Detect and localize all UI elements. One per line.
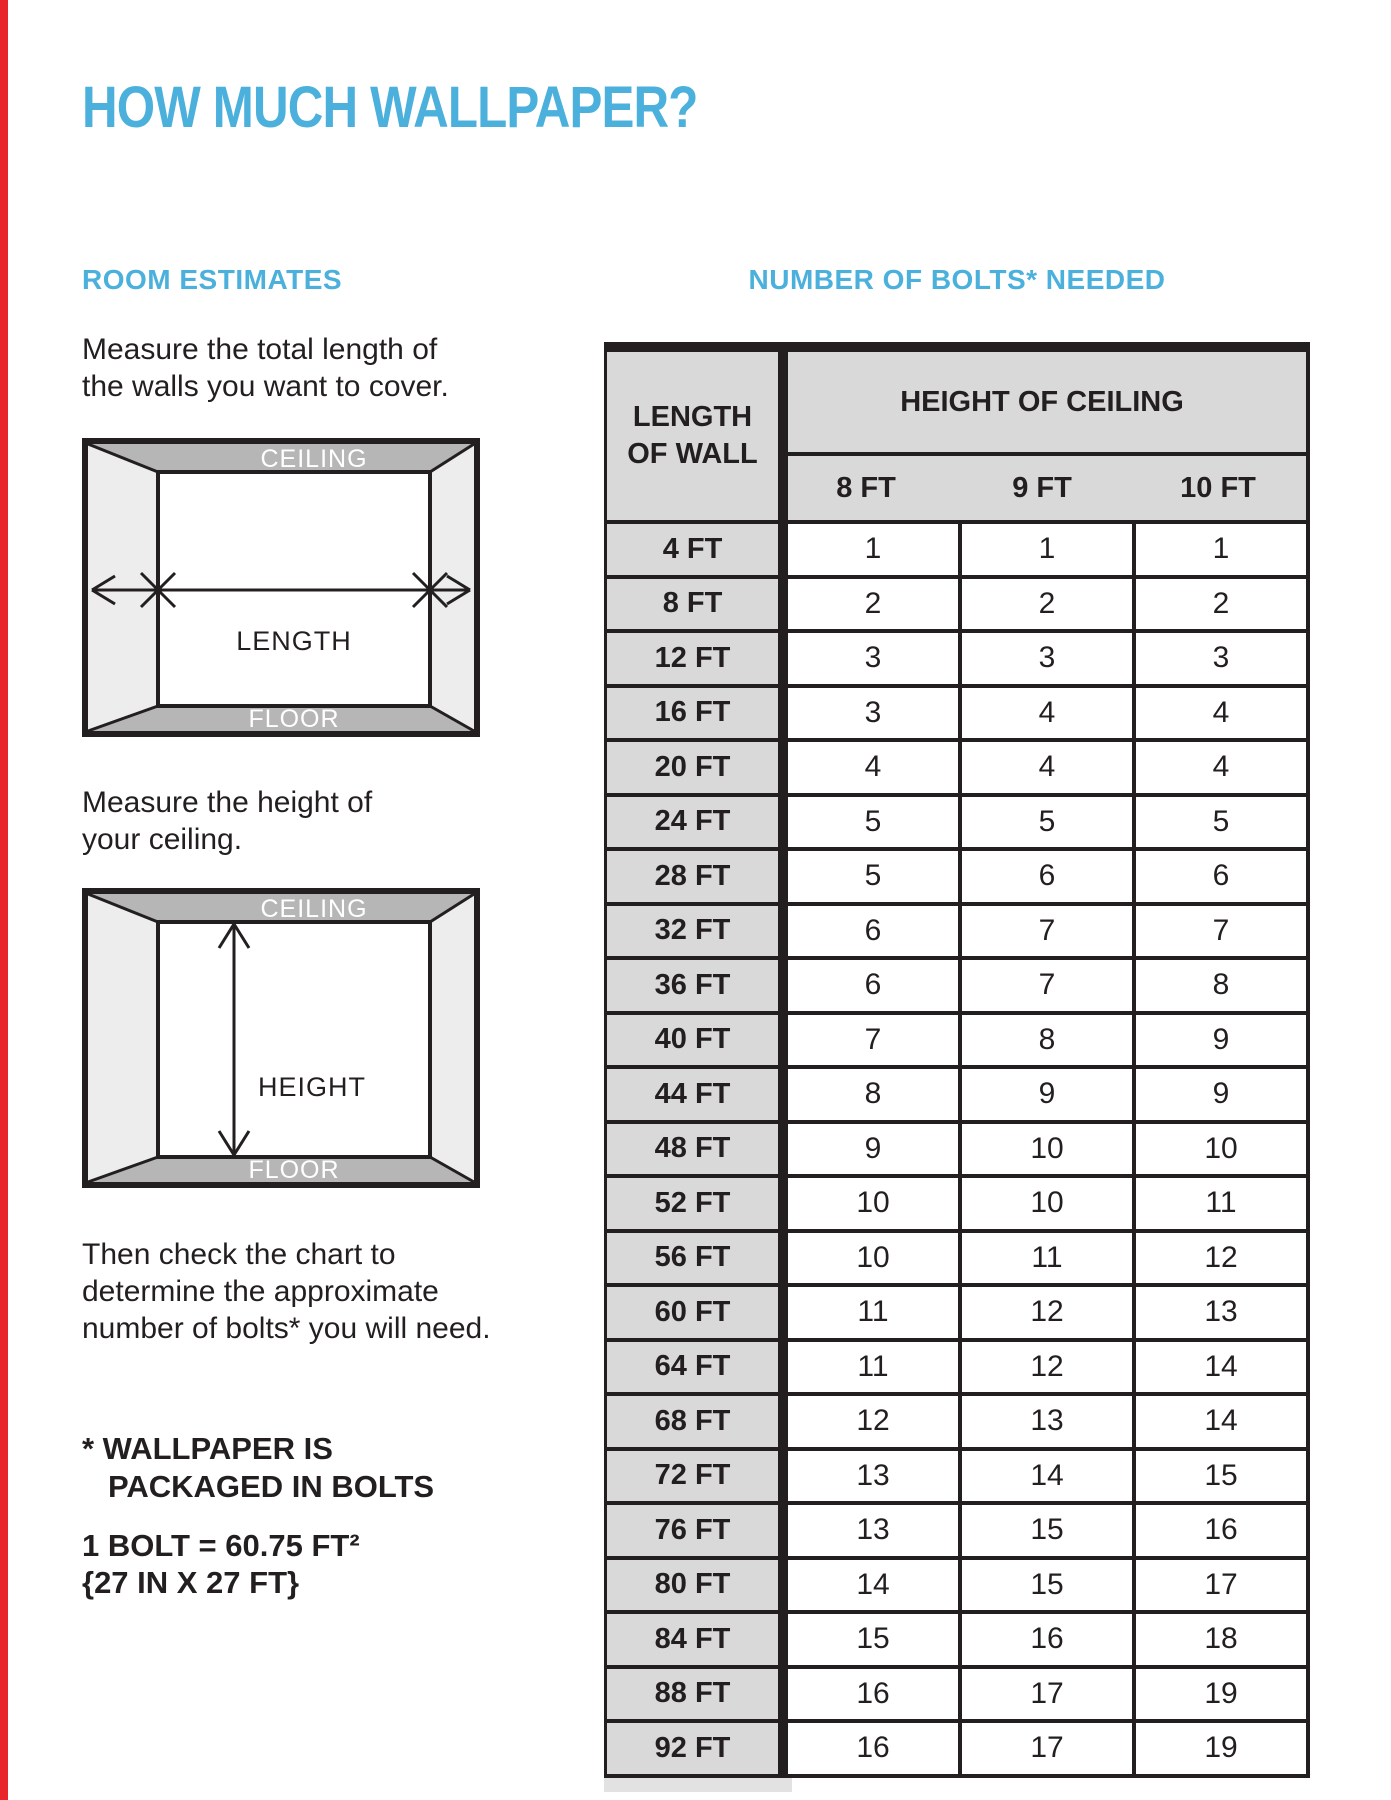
bolt-count-cell: 15: [958, 1560, 1132, 1611]
bolt-count-cell: 14: [788, 1560, 958, 1611]
table-row: [607, 1451, 1306, 1506]
bolt-count-cell: 4: [1132, 742, 1306, 793]
row-label: 24 FT: [607, 797, 778, 848]
table-row: [607, 524, 1306, 579]
check-chart-text: [82, 1236, 491, 1347]
row-label: 48 FT: [607, 1124, 778, 1175]
bolt-count-cell: 5: [788, 797, 958, 848]
table-row: [607, 797, 1306, 852]
check-chart-line1: Then check the chart to: [82, 1238, 396, 1271]
bolt-count-cell: 7: [1132, 906, 1306, 957]
bolt-count-cell: 9: [1132, 1069, 1306, 1120]
table-row: [607, 1342, 1306, 1397]
table-top-border: [604, 342, 1310, 352]
bolt-count-cell: 14: [1132, 1396, 1306, 1447]
bolt-count-cell: 16: [958, 1614, 1132, 1665]
bolt-count-cell: 7: [958, 960, 1132, 1011]
table-row: [607, 1505, 1306, 1560]
measure-height-line2: your ceiling.: [82, 823, 243, 856]
bolt-count-cell: 15: [958, 1505, 1132, 1556]
bolt-info-line1: 1 BOLT = 60.75 FT²: [82, 1528, 360, 1563]
bolt-count-cell: 14: [1132, 1342, 1306, 1393]
bolt-count-cell: 3: [788, 633, 958, 684]
row-label: 88 FT: [607, 1669, 778, 1720]
bolt-count-cell: 12: [958, 1287, 1132, 1338]
footnote-line2: PACKAGED IN BOLTS: [108, 1469, 435, 1504]
bolt-count-cell: 11: [1132, 1178, 1306, 1229]
measure-length-text: [82, 331, 449, 405]
bolt-count-cell: 9: [1132, 1015, 1306, 1066]
bolt-count-cell: 2: [1132, 579, 1306, 630]
row-label: 8 FT: [607, 579, 778, 630]
bolt-count-cell: 8: [1132, 960, 1306, 1011]
bolt-count-cell: 16: [788, 1669, 958, 1720]
bolt-count-cell: 10: [1132, 1124, 1306, 1175]
bolt-count-cell: 13: [788, 1451, 958, 1502]
row-label: 68 FT: [607, 1396, 778, 1447]
corner-line2: OF WALL: [627, 438, 758, 470]
measure-height-text: [82, 784, 372, 858]
bolt-count-cell: 7: [788, 1015, 958, 1066]
bolt-count-cell: 5: [788, 851, 958, 902]
bolt-count-cell: 18: [1132, 1614, 1306, 1665]
table-row: [607, 742, 1306, 797]
table-row: [607, 1396, 1306, 1451]
row-label: 64 FT: [607, 1342, 778, 1393]
wallpaper-footnote: [82, 1430, 434, 1506]
bolt-count-cell: 4: [788, 742, 958, 793]
room-height-diagram: [82, 888, 480, 1188]
floor-label: FLOOR: [248, 1156, 340, 1184]
row-label: 52 FT: [607, 1178, 778, 1229]
bolt-count-cell: 6: [788, 960, 958, 1011]
bolt-count-cell: 4: [1132, 688, 1306, 739]
footnote-line1: * WALLPAPER IS: [82, 1431, 333, 1466]
row-label: 36 FT: [607, 960, 778, 1011]
bolt-count-cell: 8: [958, 1015, 1132, 1066]
height-of-ceiling-header: HEIGHT OF CEILING: [778, 352, 1306, 456]
column-headers: [778, 456, 1306, 520]
table-row: [607, 633, 1306, 688]
bolt-count-cell: 4: [958, 742, 1132, 793]
bolt-count-cell: 3: [788, 688, 958, 739]
table-row: [607, 688, 1306, 743]
bolt-count-cell: 11: [788, 1287, 958, 1338]
column-header: 8 FT: [836, 471, 896, 504]
bolt-count-cell: 10: [788, 1178, 958, 1229]
column-header: 9 FT: [1012, 471, 1072, 504]
room-length-diagram: [82, 438, 480, 737]
table-row: [607, 960, 1306, 1015]
length-label: LENGTH: [236, 626, 352, 656]
check-chart-line3: number of bolts* you will need.: [82, 1312, 491, 1345]
bolt-info-line2: {27 IN X 27 FT}: [82, 1565, 300, 1600]
bolt-count-cell: 5: [1132, 797, 1306, 848]
table-row: [607, 851, 1306, 906]
bolt-count-cell: 12: [958, 1342, 1132, 1393]
bolt-count-cell: 5: [958, 797, 1132, 848]
table-row: [607, 1723, 1306, 1778]
bolt-count-cell: 2: [958, 579, 1132, 630]
table-bottom-stub: [604, 1778, 792, 1792]
height-label: HEIGHT: [258, 1072, 367, 1102]
bolt-count-cell: 6: [1132, 851, 1306, 902]
bolt-count-cell: 4: [958, 688, 1132, 739]
bolt-count-cell: 14: [958, 1451, 1132, 1502]
row-label: 16 FT: [607, 688, 778, 739]
floor-label: FLOOR: [248, 705, 340, 733]
row-label: 72 FT: [607, 1451, 778, 1502]
table-row: [607, 1560, 1306, 1615]
table-row: [607, 1124, 1306, 1179]
length-of-wall-header: [607, 352, 778, 520]
row-label: 20 FT: [607, 742, 778, 793]
bolt-count-cell: 13: [958, 1396, 1132, 1447]
bolt-count-cell: 17: [958, 1723, 1132, 1774]
bolt-count-cell: 19: [1132, 1669, 1306, 1720]
bolt-count-cell: 11: [788, 1342, 958, 1393]
measure-height-line1: Measure the height of: [82, 786, 373, 819]
bolt-count-cell: 8: [788, 1069, 958, 1120]
bolt-count-cell: 1: [788, 524, 958, 575]
bolt-count-cell: 6: [958, 851, 1132, 902]
bolt-count-cell: 9: [788, 1124, 958, 1175]
table-row: [607, 1287, 1306, 1342]
bolt-count-cell: 1: [958, 524, 1132, 575]
bolt-count-cell: 1: [1132, 524, 1306, 575]
bolts-table: [604, 342, 1310, 1792]
bolt-count-cell: 19: [1132, 1723, 1306, 1774]
bolt-count-cell: 10: [958, 1124, 1132, 1175]
row-label: 28 FT: [607, 851, 778, 902]
table-row: [607, 1015, 1306, 1070]
bolt-count-cell: 12: [788, 1396, 958, 1447]
row-label: 80 FT: [607, 1560, 778, 1611]
table-row: [607, 579, 1306, 634]
row-label: 12 FT: [607, 633, 778, 684]
bolts-needed-heading: NUMBER OF BOLTS* NEEDED: [748, 264, 1166, 295]
row-label: 4 FT: [607, 524, 778, 575]
row-label: 60 FT: [607, 1287, 778, 1338]
bolt-count-cell: 15: [1132, 1451, 1306, 1502]
table-row: [607, 1233, 1306, 1288]
page-title: HOW MUCH WALLPAPER?: [82, 75, 698, 140]
table-column-divider: [778, 352, 788, 1778]
bolt-count-cell: 15: [788, 1614, 958, 1665]
table-row: [607, 1178, 1306, 1233]
measure-length-line2: the walls you want to cover.: [82, 370, 449, 403]
table-row: [607, 1669, 1306, 1724]
row-label: 32 FT: [607, 906, 778, 957]
bolt-count-cell: 6: [788, 906, 958, 957]
ceiling-label: CEILING: [260, 445, 368, 473]
bolt-count-cell: 3: [1132, 633, 1306, 684]
table-rows: [607, 524, 1306, 1778]
bolt-count-cell: 17: [1132, 1560, 1306, 1611]
bolt-count-cell: 16: [1132, 1505, 1306, 1556]
row-label: 92 FT: [607, 1723, 778, 1774]
bolt-count-cell: 9: [958, 1069, 1132, 1120]
row-label: 40 FT: [607, 1015, 778, 1066]
bolt-count-cell: 17: [958, 1669, 1132, 1720]
bolt-size-info: [82, 1527, 360, 1601]
bolt-count-cell: 13: [788, 1505, 958, 1556]
bolt-count-cell: 3: [958, 633, 1132, 684]
row-label: 44 FT: [607, 1069, 778, 1120]
table-row: [607, 1614, 1306, 1669]
column-header: 10 FT: [1180, 471, 1256, 504]
corner-line1: LENGTH: [632, 401, 753, 433]
bolt-count-cell: 16: [788, 1723, 958, 1774]
table-row: [607, 906, 1306, 961]
left-edge-stripe: [0, 0, 8, 1800]
row-label: 84 FT: [607, 1614, 778, 1665]
row-label: 56 FT: [607, 1233, 778, 1284]
bolt-count-cell: 11: [958, 1233, 1132, 1284]
bolt-count-cell: 10: [788, 1233, 958, 1284]
room-estimates-heading: ROOM ESTIMATES: [82, 264, 343, 295]
measure-length-line1: Measure the total length of: [82, 333, 438, 366]
row-label: 76 FT: [607, 1505, 778, 1556]
table-header: [607, 352, 1306, 524]
bolt-count-cell: 2: [788, 579, 958, 630]
check-chart-line2: determine the approximate: [82, 1275, 439, 1308]
bolt-count-cell: 12: [1132, 1233, 1306, 1284]
bolt-count-cell: 13: [1132, 1287, 1306, 1338]
bolt-count-cell: 7: [958, 906, 1132, 957]
ceiling-label: CEILING: [260, 895, 368, 923]
bolt-count-cell: 10: [958, 1178, 1132, 1229]
table-row: [607, 1069, 1306, 1124]
back-wall: [158, 922, 430, 1157]
